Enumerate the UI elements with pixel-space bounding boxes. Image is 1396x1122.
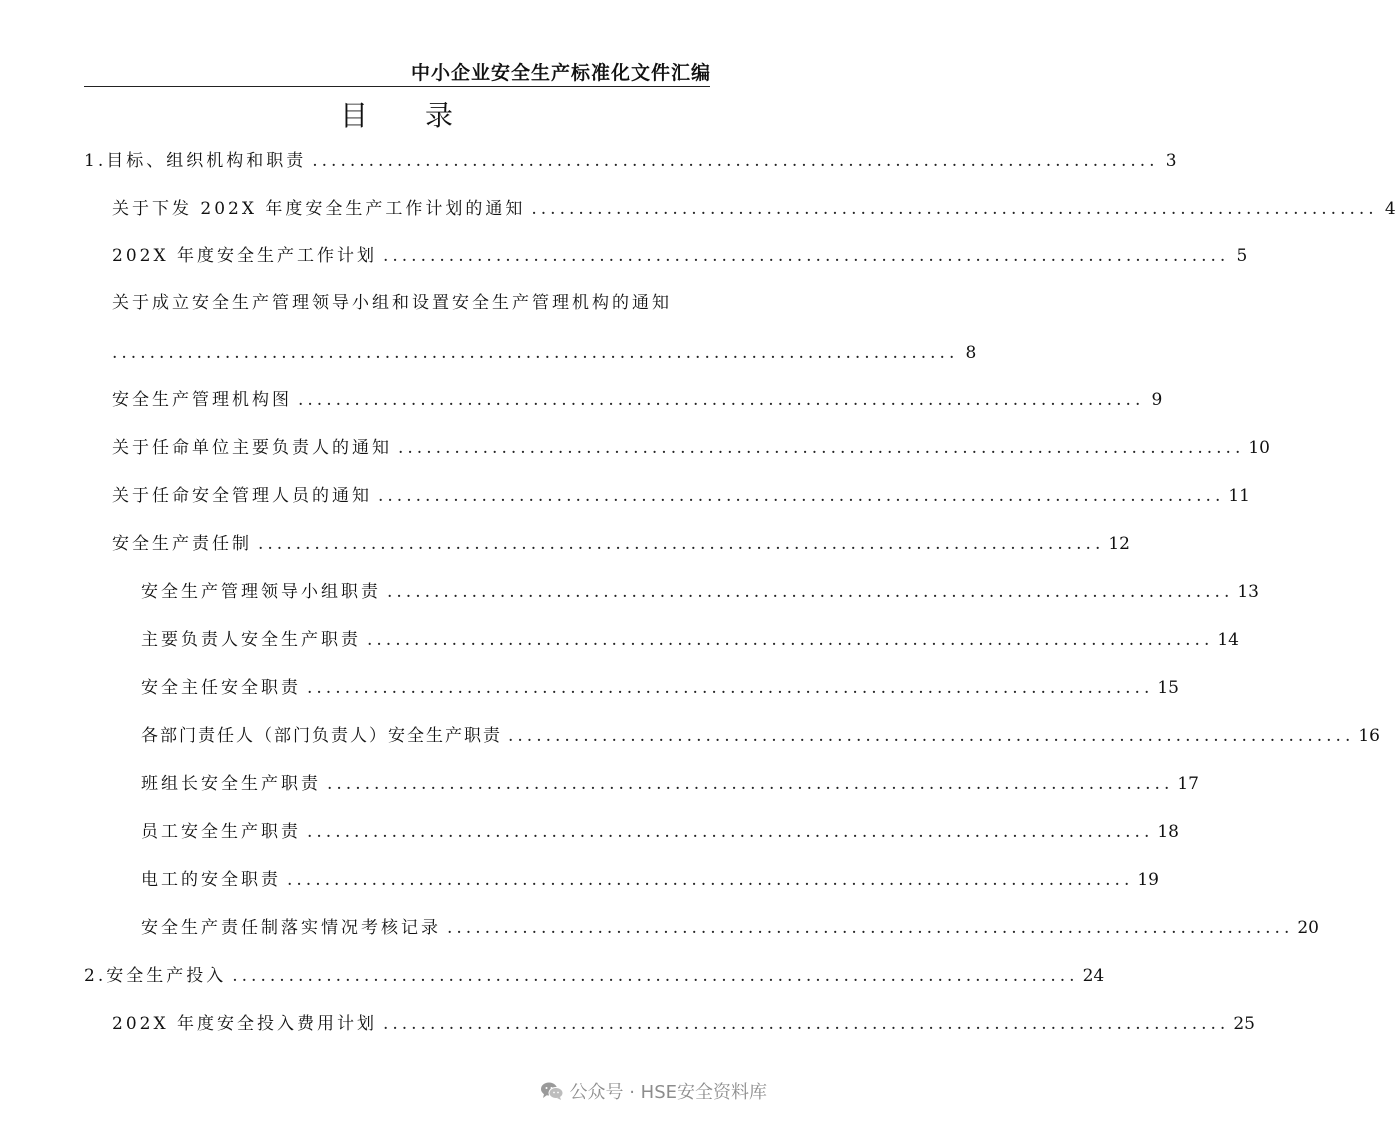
toc-entry-page: 25 [1233,1014,1255,1034]
toc-entry[interactable] [141,915,1319,941]
toc-entry-label: 关于下发 202X 年度安全生产工作计划的通知 [112,199,526,219]
toc-entry[interactable] [141,675,1179,701]
toc-entry-label: 班组长安全生产职责 [141,774,321,794]
dot-leader: .......................................................................................... [307,822,1154,842]
dot-leader: .......................................................................................... [382,1014,1230,1034]
dot-leader: .......................................................................................... [312,151,1159,171]
toc-entry-label: 2.安全生产投入 [84,966,227,986]
watermark-text: 公众号 · HSE安全资料库 [569,1082,767,1103]
dot-leader: .......................................................................................... [378,486,1225,506]
toc-entry-page: 3 [1165,151,1177,171]
toc-entry-page: 17 [1177,774,1199,794]
toc-entry-page: 13 [1237,582,1259,602]
dot-leader: .......................................................................................... [287,870,1134,890]
dot-leader: .......................................................................................... [387,582,1234,602]
dot-leader: .......................................................................................... [232,966,1079,986]
dot-leader: .......................................................................................... [531,199,1378,219]
dot-leader: .......................................................................................... [307,678,1154,698]
dot-leader: .......................................................................................... [298,390,1145,410]
header-title: 中小企业安全生产标准化文件汇编 [410,62,711,84]
toc-entry[interactable] [112,196,1396,222]
toc-entry-label: 202X 年度安全投入费用计划 [112,1014,377,1034]
toc-entry-page: 8 [965,343,977,363]
wechat-icon [540,1081,564,1101]
toc-entry-label: 员工安全生产职责 [141,822,301,842]
toc-entry-label: 关于成立安全生产管理领导小组和设置安全生产管理机构的通知 [112,293,672,313]
toc-entry-page: 12 [1108,534,1130,554]
toc-entry[interactable] [141,579,1259,605]
toc-entry-label: 关于任命安全管理人员的通知 [112,486,372,506]
toc-entry[interactable] [112,435,1270,461]
dot-leader: .......................................................................................... [367,630,1214,650]
toc-entry-page: 20 [1297,918,1319,938]
toc-entry-label: 安全主任安全职责 [141,678,301,698]
toc-entry-page: 10 [1248,438,1270,458]
toc-entry-label: 电工的安全职责 [141,870,281,890]
toc-entry[interactable] [84,148,1177,174]
toc-entry-label: 安全生产责任制落实情况考核记录 [141,918,441,938]
dot-leader: .......................................................................................... [447,918,1294,938]
toc-entry-label: 安全生产责任制 [112,534,252,554]
dot-leader: .......................................................................................... [398,438,1245,458]
toc-entry[interactable] [112,387,1163,413]
toc-entry-page: 18 [1157,822,1179,842]
toc-entry[interactable] [141,819,1179,845]
toc-entry[interactable] [112,531,1130,557]
toc-entry-label: 安全生产管理机构图 [112,390,292,410]
toc-entry-label: 安全生产管理领导小组职责 [141,582,381,602]
dot-leader: .......................................................................................... [112,343,959,363]
toc-entry-page: 16 [1358,726,1380,746]
toc-entry[interactable] [112,243,1248,269]
toc-entry-label: 各部门责任人（部门负责人）安全生产职责 [141,726,502,746]
toc-entry-label: 202X 年度安全生产工作计划 [112,246,377,266]
toc-entry-page: 9 [1151,390,1163,410]
toc-entry[interactable] [141,627,1239,653]
toc-entry-page: 15 [1157,678,1179,698]
dot-leader: .......................................................................................... [382,246,1230,266]
toc-entry-page: 24 [1082,966,1105,986]
toc-entry[interactable] [84,963,1105,989]
toc-entry-page: 5 [1236,246,1248,266]
toc-entry[interactable] [141,723,1380,749]
watermark [540,1078,768,1104]
toc-entry[interactable] [112,1011,1255,1037]
header-divider [84,86,710,87]
toc-entry-page: 14 [1217,630,1239,650]
toc-entry[interactable] [112,483,1250,509]
toc-entry[interactable] [141,867,1159,893]
toc-entry-label: 1.目标、组织机构和职责 [84,151,307,171]
toc-title: 目 录 [340,99,477,132]
toc-entry-page: 11 [1228,486,1250,506]
toc-entry[interactable] [141,771,1199,797]
dot-leader: .......................................................................................... [258,534,1105,554]
toc-entry-page: 19 [1137,870,1159,890]
toc-entry-label: 关于任命单位主要负责人的通知 [112,438,392,458]
dot-leader: .......................................................................................... [327,774,1174,794]
toc-entry-continuation [112,340,977,366]
dot-leader: .......................................................................................... [508,726,1355,746]
toc-entry-page: 4 [1384,199,1396,219]
toc-entry-label: 主要负责人安全生产职责 [141,630,361,650]
